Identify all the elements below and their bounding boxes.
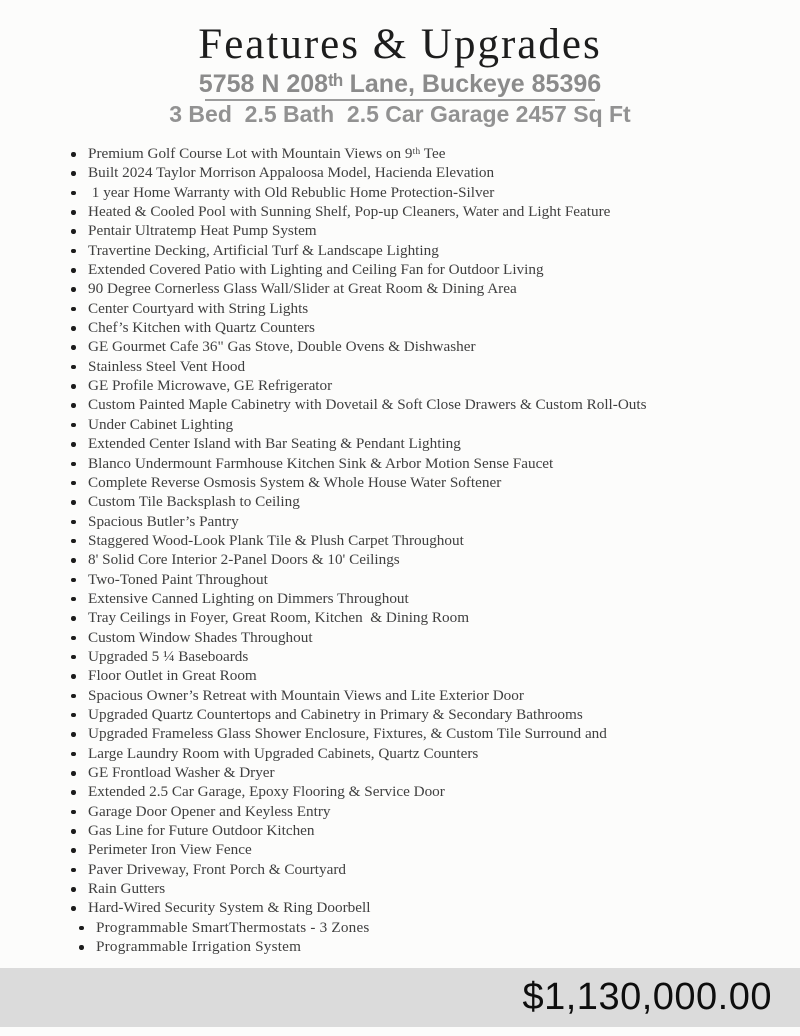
feature-item: Premium Golf Course Lot with Mountain Views on 9ᵗʰ Tee [88,144,780,163]
feature-item: Travertine Decking, Artificial Turf & Landscape Lighting [88,241,780,260]
feature-item: Programmable Irrigation System [96,937,780,956]
feature-item: 1 year Home Warranty with Old Rebublic Home Protection-Silver [88,183,780,202]
price-bar [0,968,800,1027]
feature-item: Programmable SmartThermostats - 3 Zones [96,918,780,937]
feature-item: Pentair Ultratemp Heat Pump System [88,221,780,240]
feature-item: Paver Driveway, Front Porch & Courtyard [88,860,780,879]
feature-item: Stainless Steel Vent Hood [88,357,780,376]
feature-item: Center Courtyard with String Lights [88,299,780,318]
feature-item: Extended Center Island with Bar Seating & Pendant Lighting [88,434,780,453]
price-value: $1,130,000.00 [522,976,772,1018]
feature-item: Upgraded Frameless Glass Shower Enclosure, Fixtures, & Custom Tile Surround and [88,724,780,743]
feature-item: Upgraded 5 ¼ Baseboards [88,647,780,666]
features-list [0,144,800,956]
feature-item: 90 Degree Cornerless Glass Wall/Slider at Great Room & Dining Area [88,279,780,298]
feature-item: Rain Gutters [88,879,780,898]
feature-item: 8' Solid Core Interior 2-Panel Doors & 10' Ceilings [88,550,780,569]
feature-item: Custom Tile Backsplash to Ceiling [88,492,780,511]
feature-item: Custom Painted Maple Cabinetry with Dovetail & Soft Close Drawers & Custom Roll-Outs [88,395,780,414]
property-address: 5758 N 208ᵗʰ Lane, Buckeye 85396 [198,70,602,98]
feature-item: Garage Door Opener and Keyless Entry [88,802,780,821]
feature-item: Built 2024 Taylor Morrison Appaloosa Model, Hacienda Elevation [88,163,780,182]
feature-item: Tray Ceilings in Foyer, Great Room, Kitchen & Dining Room [88,608,780,627]
feature-item: Extended 2.5 Car Garage, Epoxy Flooring & Service Door [88,782,780,801]
feature-item: Upgraded Quartz Countertops and Cabinetry in Primary & Secondary Bathrooms [88,705,780,724]
feature-item: Extensive Canned Lighting on Dimmers Throughout [88,589,780,608]
feature-item: Staggered Wood-Look Plank Tile & Plush Carpet Throughout [88,531,780,550]
feature-item: Chef’s Kitchen with Quartz Counters [88,318,780,337]
feature-item: Perimeter Iron View Fence [88,840,780,859]
feature-item: Spacious Owner’s Retreat with Mountain Views and Lite Exterior Door [88,686,780,705]
page-title: Features & Upgrades [198,21,602,68]
feature-item: Two-Toned Paint Throughout [88,570,780,589]
feature-item: Heated & Cooled Pool with Sunning Shelf, Pop-up Cleaners, Water and Light Feature [88,202,780,221]
feature-item: GE Frontload Washer & Dryer [88,763,780,782]
feature-item: Blanco Undermount Farmhouse Kitchen Sink & Arbor Motion Sense Faucet [88,454,780,473]
feature-item: Hard-Wired Security System & Ring Doorbell [88,898,780,917]
feature-item: GE Profile Microwave, GE Refrigerator [88,376,780,395]
feature-item: Gas Line for Future Outdoor Kitchen [88,821,780,840]
feature-item: Custom Window Shades Throughout [88,628,780,647]
flyer-header [0,0,800,127]
feature-item: Large Laundry Room with Upgraded Cabinets, Quartz Counters [88,744,780,763]
feature-item: Extended Covered Patio with Lighting and Ceiling Fan for Outdoor Living [88,260,780,279]
feature-item: Spacious Butler’s Pantry [88,512,780,531]
feature-item: Complete Reverse Osmosis System & Whole House Water Softener [88,473,780,492]
feature-item: GE Gourmet Cafe 36" Gas Stove, Double Ovens & Dishwasher [88,337,780,356]
feature-item: Floor Outlet in Great Room [88,666,780,685]
property-stats: 3 Bed 2.5 Bath 2.5 Car Garage 2457 Sq Ft [169,101,631,127]
feature-item: Under Cabinet Lighting [88,415,780,434]
